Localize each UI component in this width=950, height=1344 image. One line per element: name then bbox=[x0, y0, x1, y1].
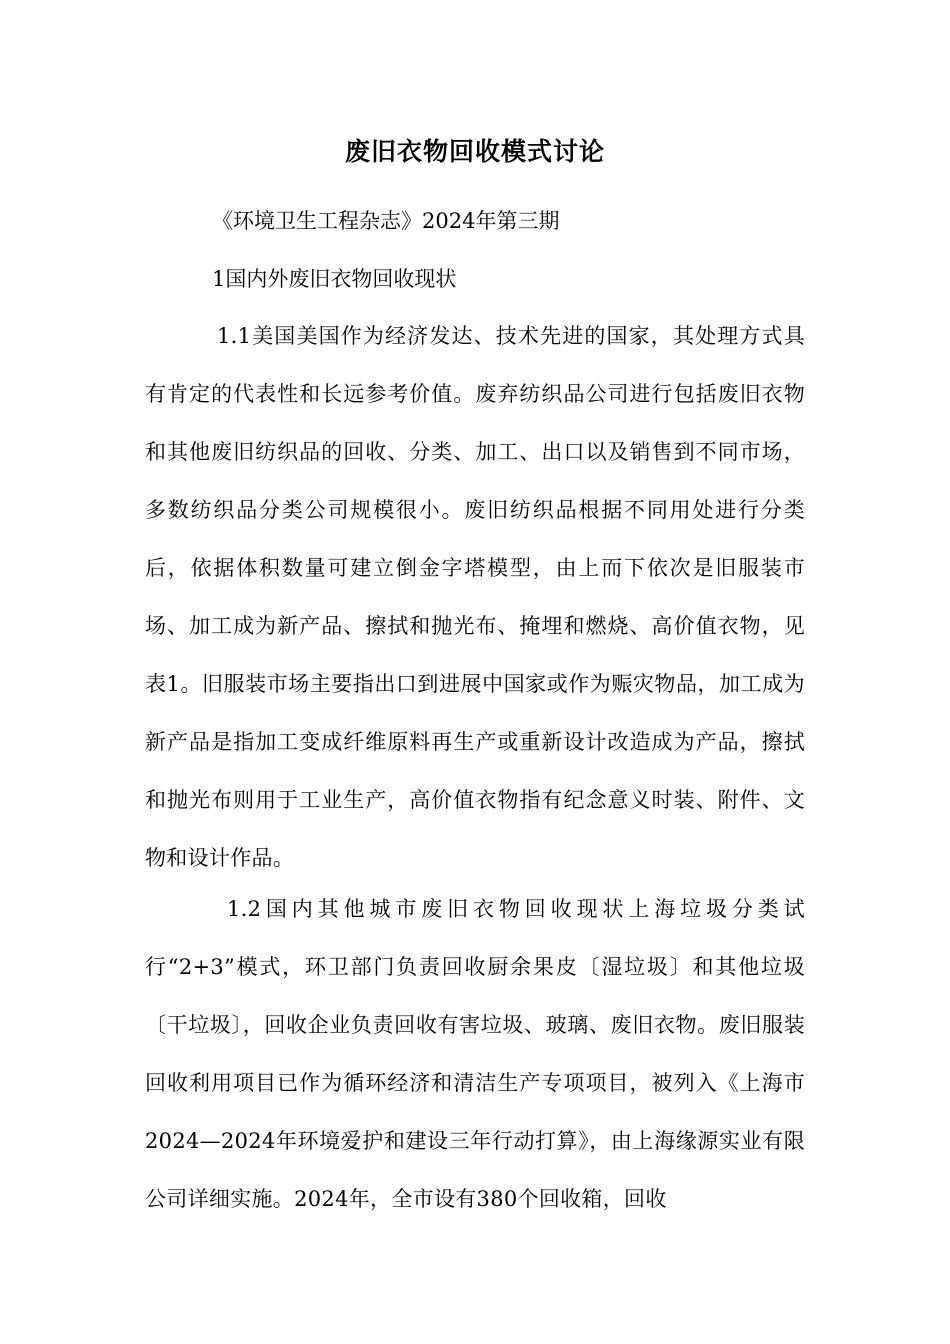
paragraph-1-1-text: 1.1美国美国作为经济发达、技术先进的国家，其处理方式具有肯定的代表性和长远参考价值。废弃纺织品公司进行包括废旧衣物和其他废旧纺织品的回收、分类、加工、出口以及销售到不同市场，多数纺织品分类公司规模很小。废旧纺织品根据不同用处进行分类后，依据体积数量可建立倒金字塔模型，由上而下依次是旧服装市场、加工成为新产品、擦拭和抛光布、掩埋和燃烧、高价值衣物，见表1。旧服装市场主要指出口到进展中国家或作为赈灾物品，加工成为新产品是指加工变成纤维原料再生产或重新设计改造成为产品，擦拭和抛光布则用于工业生产，高价值衣物指有纪念意义时装、附件、文物和设计作品。 bbox=[145, 324, 805, 870]
document-title: 废旧衣物回收模式讨论 bbox=[344, 137, 605, 166]
paragraph-1-2 bbox=[145, 880, 805, 1228]
section-heading: 1国内外废旧衣物回收现状 bbox=[212, 267, 457, 291]
paragraph-1-1 bbox=[145, 307, 805, 887]
journal-source: 《环境卫生工程杂志》2024年第三期 bbox=[212, 209, 560, 233]
paragraph-1-2-text: 1.2国内其他城市废旧衣物回收现状上海垃圾分类试行“2+3”模式，环卫部门负责回收厨余果皮〔湿垃圾〕和其他垃圾〔干垃圾〕，回收企业负责回收有害垃圾、玻璃、废旧衣物。废旧服装回收利用项目已作为循环经济和清洁生产专项项目，被列入《上海市2024—2024年环境爱护和建设三年行动打算》，由上海缘源实业有限公司详细实施。2024年，全市设有380个回收箱，回收 bbox=[145, 897, 805, 1211]
